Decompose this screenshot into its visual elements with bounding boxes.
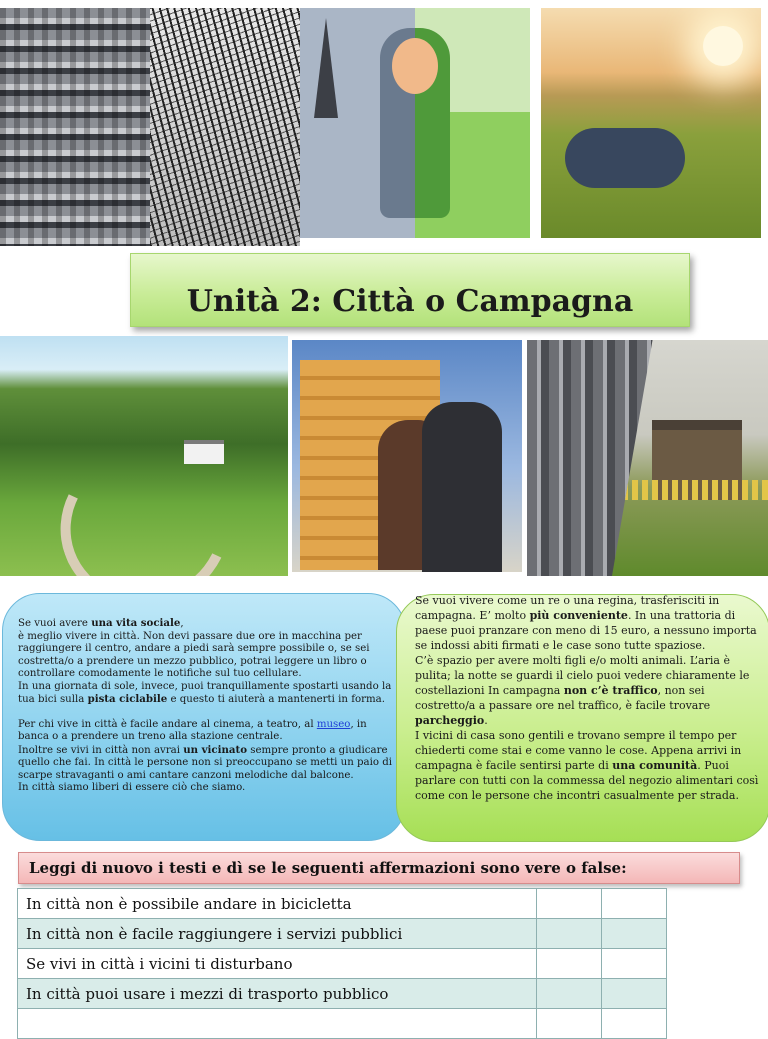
country-paragraph-2: C’è spazio per avere molti figli e/o molti animali. L’aria è pulita; la notte se guardi il cielo puoi vedere chiaramente le costellazioni In campagna non c’è traffico, non sei costretto/a a passare ore nel traffico, è facile trovare parcheggio. bbox=[415, 654, 750, 727]
false-answer-cell[interactable] bbox=[602, 979, 667, 1009]
country-text bbox=[415, 593, 761, 803]
country-paragraph-1: Se vuoi vivere come un re o una regina, trasferisciti in campagna. E’ molto più conveniente. In una trattoria di paese puoi pranzare con meno di 15 euro, a nessuno importa se indossi abiti firmati e le case sono tutte spaziose. bbox=[415, 594, 757, 652]
couple-apartment-photo bbox=[292, 340, 522, 572]
statement-cell: In città puoi usare i mezzi di trasporto pubblico bbox=[18, 979, 537, 1009]
crowd-crosswalk-photo bbox=[150, 8, 300, 246]
statement-cell: In città non è possibile andare in bicicletta bbox=[18, 889, 537, 919]
instruction-text: Leggi di nuovo i testi e dì se le seguenti affermazioni sono vere o false: bbox=[29, 859, 627, 877]
city-paragraph-2: è meglio vivere in città. Non devi passare due ore in macchina per raggiungere il centro, andare a piedi sarà sempre possibile o, se sei costretta/o a prendere un mezzo pubblico, potrai leggere un libro o controllare comodamente le notifiche sul tuo cellulare. bbox=[18, 630, 370, 679]
city-country-cartoon bbox=[300, 8, 530, 238]
city-text bbox=[18, 617, 396, 795]
sunset-meadow-photo bbox=[541, 8, 761, 238]
statement-cell: Se vivi in città i vicini ti disturbano bbox=[18, 949, 537, 979]
city-paragraph-6: In città siamo liberi di essere ciò che siamo. bbox=[18, 782, 246, 793]
yellow-fence-shape bbox=[612, 480, 768, 500]
true-answer-cell[interactable] bbox=[537, 949, 602, 979]
table-row bbox=[18, 949, 667, 979]
table-row bbox=[18, 979, 667, 1009]
table-row bbox=[18, 919, 667, 949]
sun-glow bbox=[703, 26, 743, 66]
green-hills-road-photo bbox=[0, 336, 288, 576]
keyword-parcheggio: parcheggio bbox=[415, 714, 485, 727]
true-answer-cell[interactable] bbox=[537, 889, 602, 919]
country-paragraph-3: I vicini di casa sono gentili e trovano sempre il tempo per chiederti come stai e come vanno le cose. Appena arrivi in campagna è facile sentirsi parte di una comunità. Puoi parlare con tutti con la commessa del negozio alimentari così come con le persone che incontri casualmente per strada. bbox=[415, 729, 759, 802]
traffic-jam-photo bbox=[0, 8, 150, 246]
false-answer-cell[interactable] bbox=[602, 889, 667, 919]
resting-person-shape bbox=[565, 128, 685, 188]
title-banner bbox=[130, 253, 690, 327]
eiffel-tower-shape bbox=[314, 18, 338, 118]
farmhouse-shape bbox=[184, 440, 224, 464]
keyword-vita-sociale: una vita sociale bbox=[91, 617, 181, 629]
statement-cell: In città non è facile raggiungere i servizi pubblici bbox=[18, 919, 537, 949]
keyword-piu-conveniente: più conveniente bbox=[529, 609, 628, 622]
keyword-comunita: una comunità bbox=[612, 759, 698, 772]
table-row bbox=[18, 889, 667, 919]
city-paragraph-5: Inoltre se vivi in città non avrai un vicinato sempre pronto a giudicare quello che fai. In città le persone non si preoccupano se metti un paio di scarpe stravaganti o ami cantare canzoni melodiche dal balcone. bbox=[18, 743, 393, 781]
page-title: Unità 2: Città o Campagna bbox=[186, 284, 634, 319]
museo-link[interactable]: museo bbox=[316, 718, 351, 730]
man-shape bbox=[422, 402, 502, 572]
keyword-non-ce-traffico: non c’è traffico bbox=[563, 684, 658, 697]
city-line-1: Se vuoi avere una vita sociale, bbox=[18, 617, 184, 629]
city-paragraph-3: In una giornata di sole, invece, puoi tranquillamente spostarti usando la tua bici sulla pista ciclabile e questo ti aiuterà a mantenerti in forma. bbox=[18, 680, 392, 705]
false-answer-cell[interactable] bbox=[602, 919, 667, 949]
true-false-table bbox=[17, 888, 667, 1039]
keyword-vicinato: un vicinato bbox=[183, 743, 247, 756]
false-answer-cell[interactable] bbox=[602, 949, 667, 979]
instruction-banner bbox=[18, 852, 740, 884]
true-answer-cell[interactable] bbox=[537, 979, 602, 1009]
cartoon-man-head bbox=[392, 38, 438, 94]
true-answer-cell[interactable] bbox=[537, 919, 602, 949]
keyword-pista-ciclabile: pista ciclabile bbox=[87, 693, 168, 705]
city-paragraph-4: Per chi vive in città è facile andare al cinema, a teatro, al museo, in banca o a prendere un treno alla stazione centrale. bbox=[18, 718, 367, 742]
